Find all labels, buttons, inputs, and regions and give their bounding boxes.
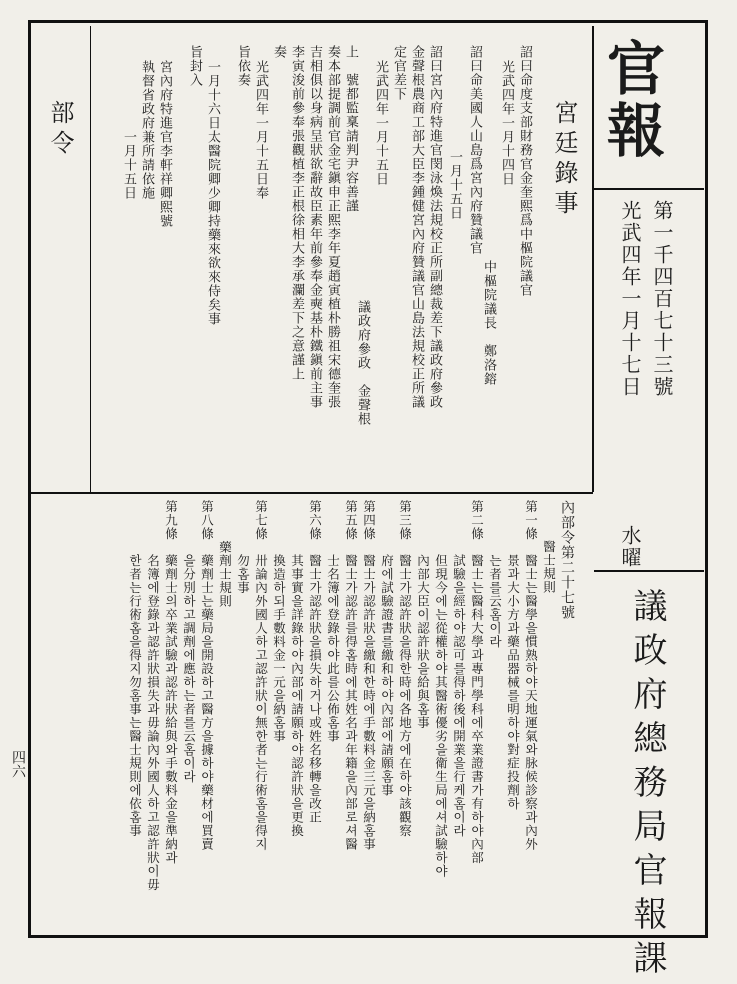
decree-column: 第六條 醫士가認許狀을損失하거나或姓名移轉을改正: [307, 500, 323, 824]
court-column: 光武四年一月十五日奉: [253, 60, 268, 200]
court-column: 旨依奏: [235, 45, 250, 87]
ordinance-section-title: 部令: [46, 100, 74, 160]
decree-column: 景과大小方과藥品器械를明하야對症投劑하: [505, 500, 521, 811]
decree-column: 但現今에는從權하야其醫術優劣을衛生局에셔試驗하야: [433, 500, 449, 878]
court-column: 旨封入: [187, 45, 202, 87]
court-column: 金聲根農商工部大臣李鍾健宮內府贊議官山島法規校正所議: [409, 45, 424, 409]
court-column: 李寅浚前參奉張觀植李正根徐相大李承瀾差下之意謹上: [289, 45, 304, 381]
court-column: 奏: [271, 45, 286, 59]
issue-date: 光武四年一月十七日: [618, 200, 642, 398]
court-column: 一月十五日: [121, 130, 136, 200]
decree-column: 한者는行術홈을得지勿홈事는醫士規則에依홈事: [127, 500, 143, 838]
court-column: 光武四年一月十四日: [499, 60, 514, 186]
decree-column: 第九條 藥劑士의卒業試驗과認許狀給與와手數料金을準納과: [163, 500, 179, 865]
decree-column: 名簿에登錄과認許狀損失과毋論內外國人하고認許狀이毋: [145, 500, 161, 892]
council-signature: 議政府參政 金聲根: [355, 300, 370, 426]
decree-column: 勿홈事: [235, 500, 251, 595]
decree-column: 其事實을詳錄하야內部에請願하야認許狀을更換: [289, 500, 305, 838]
decree-column: 內部大臣이認許狀을給與홈事: [415, 500, 431, 730]
decree-column: 第五條 醫士가認許를得홈時에其姓名과年籍을內部로셔醫: [343, 500, 359, 851]
court-column: 詔曰宮內府特進官閔泳煥法規校正所副總裁差下議政府參政: [427, 45, 442, 409]
court-column: 光武四年一月十五日: [373, 60, 388, 186]
decree-column: 第四條 醫士가認許狀을繳和한時에手數料金三元을納홈事: [361, 500, 377, 851]
court-column: 定官差下: [391, 45, 406, 101]
decree-column: 試驗을經하야認可를得하後에開業을行케홈이라: [451, 500, 467, 838]
page-number: 四六: [10, 750, 26, 778]
decree-title: 內部令第二十七號: [559, 500, 575, 620]
decree-column: 府에試驗證書를繳和하야內部에請願홈事: [379, 500, 395, 797]
decree-column: 士名簿에登錄하야此를公佈홈事: [325, 500, 341, 743]
masthead-rule: [594, 188, 704, 190]
publisher: 議政府總務局官報課: [627, 588, 667, 984]
court-column: 宮內府特進官李軒祥卿熙號: [157, 60, 172, 228]
court-column: 上 號都監稟請判尹容善謹: [343, 45, 358, 213]
court-section-title: 宮廷錄事: [550, 100, 578, 220]
court-column: 執督省政府兼所請依施: [139, 60, 154, 200]
decree-column: 는者를云홈이라: [487, 500, 503, 649]
masthead-divider: [592, 26, 594, 492]
issue-number: 第一千四百七十三號: [650, 200, 674, 398]
central-council-signature: 中樞院議長 鄭洛鎔: [481, 260, 496, 386]
decree-column: 換造하되手數料金一元을納홈事: [271, 500, 287, 743]
court-column: 詔曰命美國人山島爲宮內府贊議官: [467, 45, 482, 255]
court-column: 奏本部提調前官金宅鎭申正熙李年夏趙寅植朴勝祖宋德奎張: [325, 45, 340, 409]
decree-column: 第二條 醫士는醫科大學과專門學科에卒業證書가有하야內部: [469, 500, 485, 865]
decree-column: 을分別하고調劑에應하는者를云홈이라: [181, 500, 197, 784]
decree-column: 第一條 醫士는醫學을慣熟하야天地運氣와脉候診察과內外: [523, 500, 539, 851]
decree-column: 第三條 醫士가認許狀을得한時에各地方에在하야該觀察: [397, 500, 413, 838]
court-column: 一月十六日太醫院卿少卿持藥來欲來侍矣事: [205, 60, 220, 326]
court-column: 詔曰命度支部財務官金奎熙爲中樞院議官: [517, 45, 532, 297]
decree-column: 藥劑士規則: [217, 500, 233, 608]
page-split-rule: [31, 492, 593, 494]
publisher-rule: [594, 570, 704, 572]
court-column: 吉相俱以身病呈狀欲辭故臣素年前參奉金奭基朴鐵鎭前主事: [307, 45, 322, 409]
decree-column: 第七條 卅論內外國人하고認許狀이無한者는行術홈을得지: [253, 500, 269, 851]
court-column: 一月十五日: [447, 150, 462, 220]
decree-column: 第八條 藥劑士는藥局을開設하고醫方을據하야藥材에買賣: [199, 500, 215, 851]
decree-subtitle: 醫士規則: [541, 540, 557, 594]
issue-weekday: 水曜: [618, 525, 642, 569]
ordinance-divider: [90, 26, 91, 492]
masthead-title: 官報: [597, 38, 665, 162]
